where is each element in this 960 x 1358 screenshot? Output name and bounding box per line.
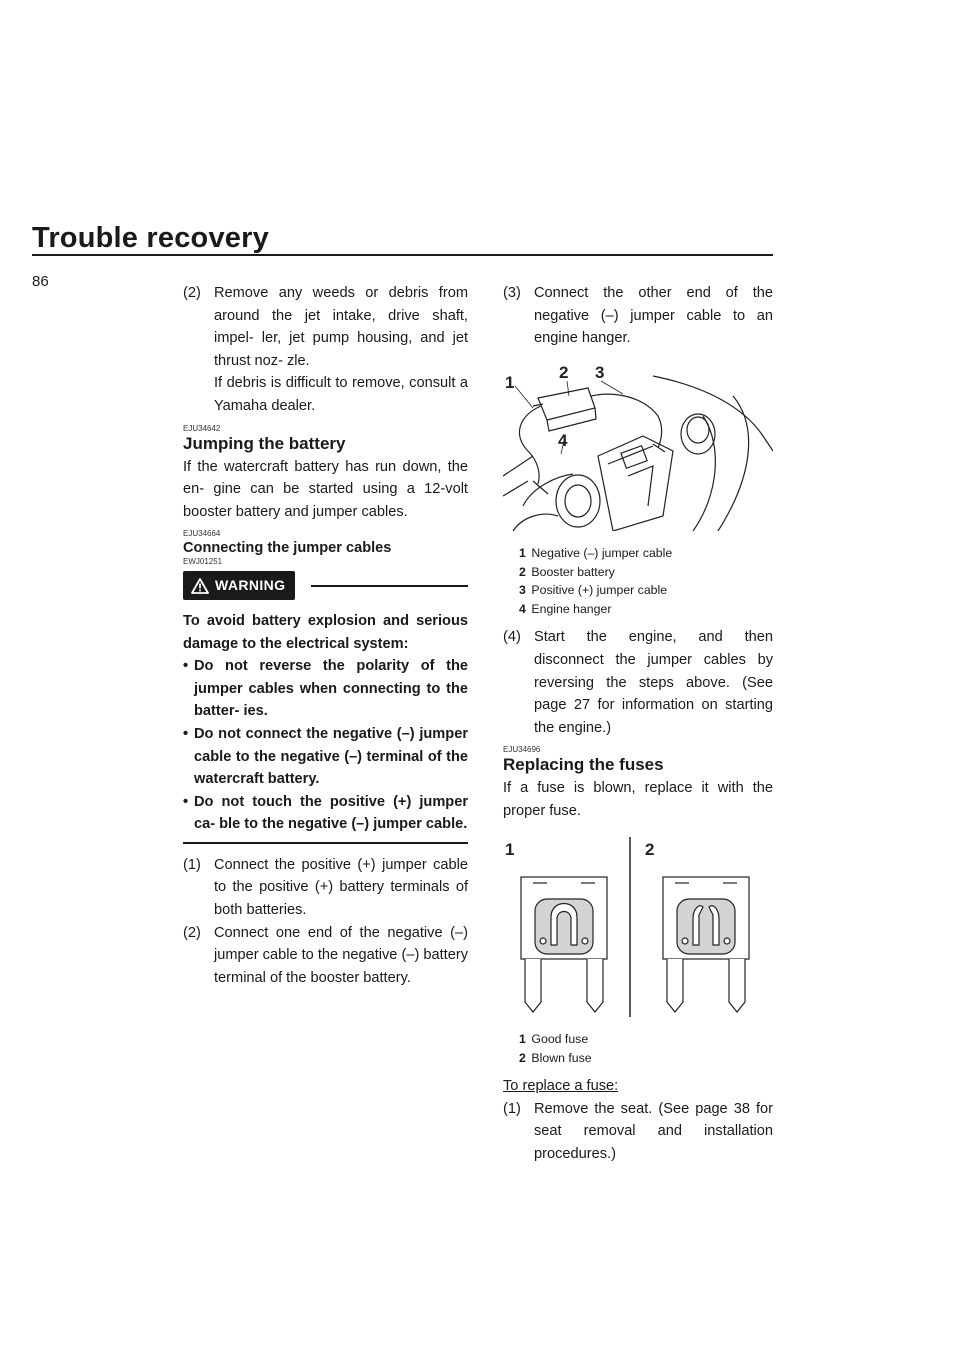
callout-3: 3 [595,362,605,382]
bullet-dot: • [183,793,189,810]
step-4-start-engine: (4) Start the engine, and then disconnect the jumper cables by reversing the steps above. (See page 27 for information on starting the engine.) [503,629,773,736]
step-number: (2) [183,285,201,301]
warning-code: EWJ01251 [183,557,223,567]
fuse-illustration [503,837,773,1025]
replace-fuse-heading: To replace a fuse: [503,1078,619,1095]
warning-bullet: • Do not touch the positive (+) jumper ca- ble to the negative (–) jumper cable. [183,791,468,836]
right-column [503,282,773,1166]
legend-item: 4 Engine hanger [519,601,612,616]
warning-bullet: • Do not connect the negative (–) jumper cable to the negative (–) terminal of the watercraft battery. [183,723,468,791]
good-fuse-shape [521,877,607,1012]
left-column [183,282,468,989]
jumping-body: If the watercraft battery has run down, the en- gine can be started using a 12-volt booster battery and jumper cables. [183,458,468,520]
callout-4: 4 [558,430,568,450]
legend-item: 3 Positive (+) jumper cable [519,583,668,598]
warning-header [183,571,468,600]
fuses-body: If a fuse is blown, replace it with the proper fuse. [503,780,773,819]
bullet-dot: • [183,725,189,742]
bullet-dot: • [183,658,189,675]
figure1-legend [519,544,773,618]
step-2-negative-cable: (2) Connect one end of the negative (–) jumper cable to the negative (–) battery terminal of the booster battery. [183,924,468,986]
legend-item: 2 Booster battery [519,564,615,579]
figure2-legend [519,1030,773,1067]
warning-label: WARNING [215,577,286,594]
callout-2: 2 [559,362,569,382]
blown-fuse-shape [663,877,749,1012]
page-title: Trouble recovery [32,222,269,254]
warning-end-rule [183,842,468,844]
section-title-jumping: Jumping the battery [183,433,346,453]
page-number: 86 [32,273,49,290]
legend-item: 1 Negative (–) jumper cable [519,546,673,561]
step-text: Remove any weeds or debris from around the jet intake, drive shaft, impel- ler, jet pump housing, and jet thrust noz- zle. [214,285,468,369]
callout-good-fuse: 1 [505,839,515,859]
warning-bullet: • Do not reverse the polarity of the jumper cables when connecting to the batter- ies. [183,655,468,723]
step-text-note: If debris is difficult to remove, consult a Yamaha dealer. [214,375,468,414]
step-3-engine-hanger: (3) Connect the other end of the negative (–) jumper cable to an engine hanger. [503,285,773,347]
engine-bay-drawing [503,356,773,531]
step-2-weeds [183,282,468,418]
warning-triangle-icon [191,578,209,594]
jumper-cable-illustration [503,356,773,539]
callout-blown-fuse: 2 [645,839,655,859]
legend-item: 2 Blown fuse [519,1050,592,1065]
legend-item: 1 Good fuse [519,1032,589,1047]
section-code: EJU34642 [183,423,221,433]
subsection-code: EJU34664 [183,529,221,539]
header-rule [32,254,773,256]
fuse-drawing [503,837,773,1017]
replace-step-1: (1) Remove the seat. (See page 38 for seat removal and installation procedures.) [503,1100,773,1162]
warning-badge [183,571,295,600]
subsection-title-connecting: Connecting the jumper cables [183,540,392,557]
section-title-fuses: Replacing the fuses [503,755,664,775]
callout-1: 1 [505,372,515,392]
warning-lead: To avoid battery explosion and serious damage to the electrical system: [183,612,468,652]
step-1-positive-cable: (1) Connect the positive (+) jumper cable to the positive (+) battery terminals of both batteries. [183,856,468,919]
warning-rule [311,585,468,587]
section-code: EJU34696 [503,745,541,755]
